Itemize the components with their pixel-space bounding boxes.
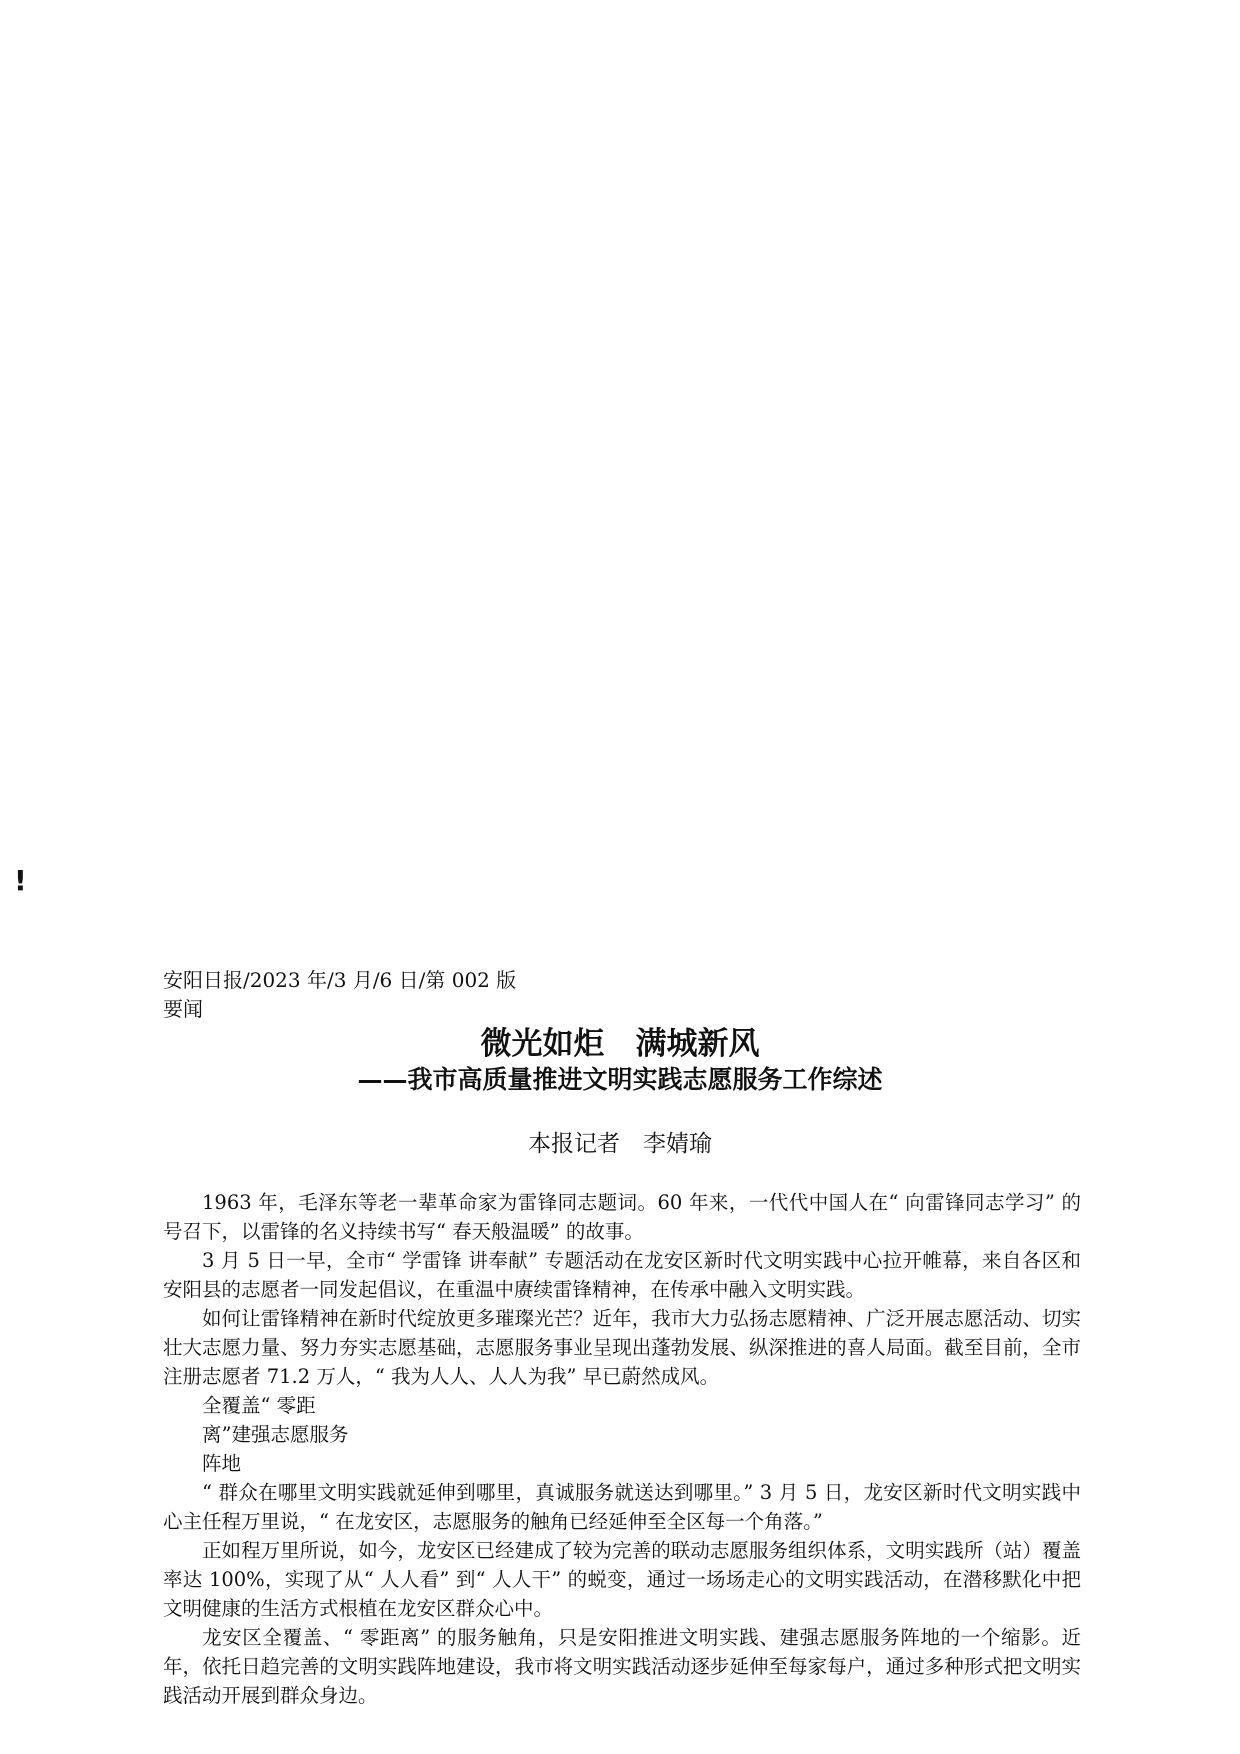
section-subheading-line: 阵地 — [202, 1452, 242, 1475]
source-line: 安阳日报/2023 年/3 月/6 日/第 002 版要闻 — [163, 968, 517, 1021]
article-subtitle: ——我市高质量推进文明实践志愿服务工作综述 — [357, 1065, 883, 1094]
paragraph: “ 群众在哪里文明实践就延伸到哪里，真诚服务就送达到哪里。” 3 月 5 日，龙安区新时代文明实践中心主任程万里说，“ 在龙安区，志愿服务的触角已经延伸至全区每一个角落。” — [163, 1481, 1081, 1533]
paragraph: 正如程万里所说，如今，龙安区已经建成了较为完善的联动志愿服务组织体系，文明实践所（站）覆盖率达 100%，实现了从“ 人人看” 到“ 人人干” 的蜕变，通过一场场走心的文明实践活动，在潜移默化中把文明健康的生活方式根植在龙安区群众心中。 — [163, 1539, 1081, 1620]
paragraph: 如何让雷锋精神在新时代绽放更多璀璨光芒？近年，我市大力弘扬志愿精神、广泛开展志愿活动、切实壮大志愿力量、努力夯实志愿基础，志愿服务事业呈现出蓬勃发展、纵深推进的喜人局面。截至目前，全市注册志愿者 71.2 万人，“ 我为人人、人人为我” 早已蔚然成风。 — [163, 1307, 1081, 1388]
paragraph: 龙安区全覆盖、“ 零距离” 的服务触角，只是安阳推进文明实践、建强志愿服务阵地的一个缩影。近年，依托日趋完善的文明实践阵地建设，我市将文明实践活动逐步延伸至每家每户，通过多种形式把文明实践活动开展到群众身边。 — [163, 1626, 1081, 1707]
paragraph: 3 月 5 日一早，全市“ 学雷锋 讲奉献” 专题活动在龙安区新时代文明实践中心拉开帷幕，来自各区和安阳县的志愿者一同发起倡议，在重温中赓续雷锋精神，在传承中融入文明实践。 — [163, 1249, 1081, 1301]
section-subheading-line: 离”建强志愿服务 — [202, 1423, 349, 1446]
byline: 本报记者 李婧瑜 — [528, 1131, 712, 1157]
exclamation-marker: ! — [14, 864, 27, 897]
article-title: 微光如炬 满城新风 — [480, 1026, 760, 1062]
article-body — [163, 1188, 1081, 1710]
paragraph: 1963 年，毛泽东等老一辈革命家为雷锋同志题词。60 年来，一代代中国人在“ 向雷锋同志学习” 的号召下，以雷锋的名义持续书写“ 春天般温暖” 的故事。 — [163, 1191, 1081, 1243]
section-subheading-line: 全覆盖“ 零距 — [202, 1394, 316, 1417]
